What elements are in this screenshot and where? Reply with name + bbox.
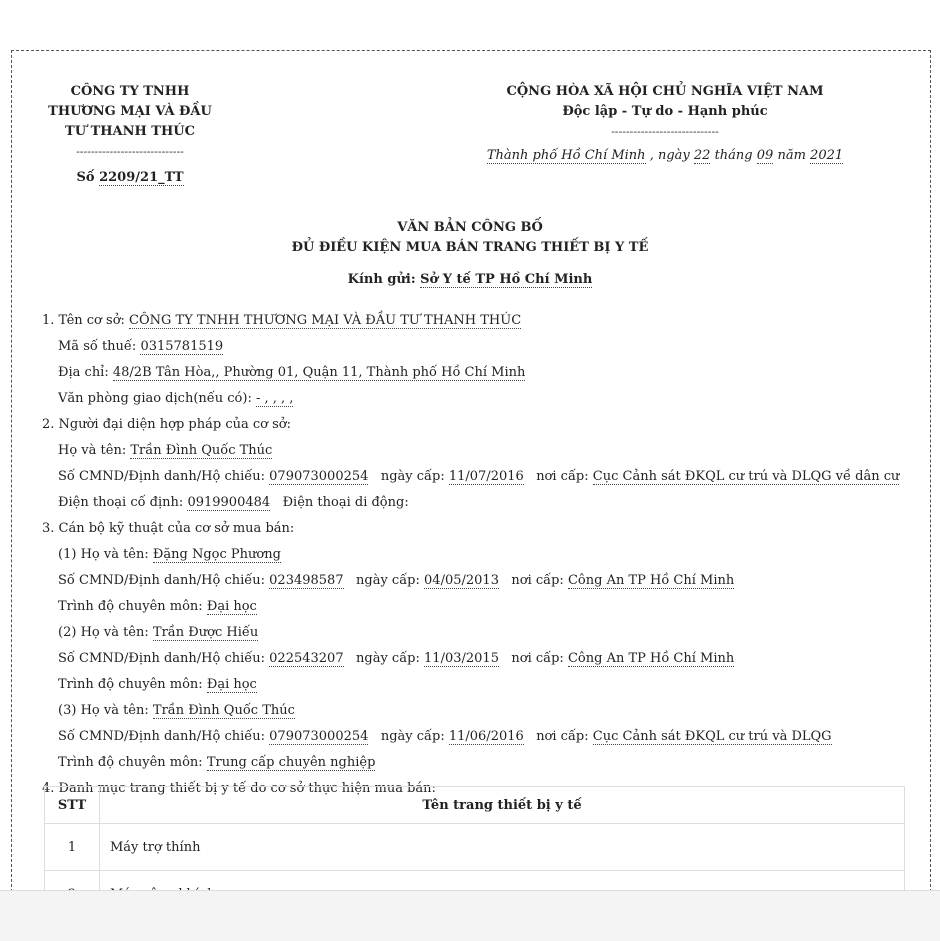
facility-name: CÔNG TY TNHH THƯƠNG MẠI VÀ ĐẦU TƯ THANH THÚC [129,313,522,328]
rep-id-date: 11/07/2016 [448,469,524,484]
rep-phone: 0919900484 [187,495,271,510]
staff-name: Đặng Ngọc Phương [152,547,281,562]
field-label: nơi cấp: [536,469,589,484]
field-label: Văn phòng giao dịch(nếu có): [58,391,252,406]
document-title [0,218,940,258]
field-label: Họ và tên: [58,443,127,458]
field-label: Điện thoại di động: [282,495,409,510]
staff-id-date: 11/03/2015 [424,651,499,666]
row-stt: 1 [45,824,100,871]
table-header-row [45,787,905,824]
table-row [45,824,905,871]
staff-id-place: Công An TP Hồ Chí Minh [567,651,735,666]
nation-title: CỘNG HÒA XÃ HỘI CHỦ NGHĨA VIỆT NAM [506,84,824,99]
column-header-stt: STT [45,787,100,824]
field-label: Họ và tên: [80,547,149,562]
staff-level-row [42,672,922,698]
section-label: 1. Tên cơ sở: [42,313,125,328]
year-label: năm [777,148,806,163]
doc-number-value: 2209/21_TT [99,170,184,185]
field-label: Trình độ chuyên môn: [58,755,203,770]
date-prefix: , ngày [649,148,690,163]
staff-level: Đại học [206,677,257,692]
office-value: - , , , , [255,391,294,406]
date-day: 22 [693,148,711,163]
nation-header [470,82,860,166]
date-place: Thành phố Hồ Chí Minh [486,148,646,163]
rep-id-row [42,464,922,490]
staff-id-row [42,568,922,594]
staff-id-date: 11/06/2016 [448,729,524,744]
field-label: Họ và tên: [80,703,149,718]
staff-level: Trung cấp chuyên nghiệp [206,755,376,770]
staff-id-row [42,646,922,672]
date-month: 09 [756,148,774,163]
company-header [30,82,230,188]
field-label: Họ và tên: [80,625,149,640]
month-label: tháng [714,148,753,163]
field-label: ngày cấp: [356,573,420,588]
column-header-name: Tên trang thiết bị y tế [100,787,905,824]
row-equipment-name: Máy trợ thính [100,824,905,871]
company-line: CÔNG TY TNHH [70,84,190,99]
field-label: nơi cấp: [536,729,589,744]
doc-number-label: Số [76,170,95,185]
date-line [470,146,860,166]
field-label: ngày cấp: [380,729,445,744]
rep-phone-row [42,490,922,516]
staff-level-row [42,750,922,776]
staff-index: (2) [58,625,77,640]
staff-index: (3) [58,703,77,718]
page-bottom-fade [0,890,940,941]
field-label: Trình độ chuyên môn: [58,599,203,614]
staff-name: Trần Được Hiếu [152,625,259,640]
date-year: 2021 [810,148,844,163]
field-label: Trình độ chuyên môn: [58,677,203,692]
staff-id-row [42,724,922,750]
staff-name: Trần Đình Quốc Thúc [152,703,295,718]
office-row [42,386,922,412]
staff-level: Đại học [206,599,257,614]
staff-id-date: 04/05/2013 [424,573,499,588]
staff-name-row [42,620,922,646]
field-label: Số CMND/Định danh/Hộ chiếu: [58,729,266,744]
tax-value: 0315781519 [140,339,224,354]
tax-row [42,334,922,360]
staff-name-row [42,698,922,724]
section1-heading [42,308,922,334]
section2-heading: 2. Người đại diện hợp pháp của cơ sở: [42,417,291,432]
rep-name-row [42,438,922,464]
address-row [42,360,922,386]
section4-heading: 4. Danh mục trang thiết bị y tế do cơ sở thực hiện mua bán: [42,781,436,796]
address-value: 48/2B Tân Hòa,, Phường 01, Quận 11, Thành phố Hồ Chí Minh [112,365,526,380]
company-line: TƯ THANH THÚC [65,124,195,139]
staff-id: 079073000254 [269,729,369,744]
field-label: nơi cấp: [511,651,564,666]
field-label: Số CMND/Định danh/Hộ chiếu: [58,573,266,588]
rep-id-place: Cục Cảnh sát ĐKQL cư trú và DLQG về dân cư [592,469,900,484]
field-label: Địa chỉ: [58,365,109,380]
field-label: Điện thoại cố định: [58,495,184,510]
document-number [30,168,230,188]
staff-id: 022543207 [269,651,344,666]
title-line2: ĐỦ ĐIỀU KIỆN MUA BÁN TRANG THIẾT BỊ Y TẾ [291,240,649,255]
motto: Độc lập - Tự do - Hạnh phúc [562,104,768,119]
recipient-line [0,270,940,290]
field-label: ngày cấp: [356,651,420,666]
section3-heading: 3. Cán bộ kỹ thuật của cơ sở mua bán: [42,521,295,536]
staff-level-row [42,594,922,620]
field-label: Số CMND/Định danh/Hộ chiếu: [58,469,266,484]
field-label: ngày cấp: [380,469,445,484]
rep-name: Trần Đình Quốc Thúc [130,443,273,458]
staff-id-place: Cục Cảnh sát ĐKQL cư trú và DLQG [592,729,832,744]
staff-index: (1) [58,547,77,562]
recipient-label: Kính gửi: [347,272,416,287]
company-line: THƯƠNG MẠI VÀ ĐẦU [48,104,212,119]
field-label: Mã số thuế: [58,339,137,354]
staff-id-place: Công An TP Hồ Chí Minh [567,573,735,588]
motto-separator: ----------------------------- [611,125,719,138]
document-body [42,308,922,802]
field-label: nơi cấp: [511,573,564,588]
staff-id: 023498587 [269,573,344,588]
title-line1: VĂN BẢN CÔNG BỐ [397,220,543,235]
recipient-value: Sở Y tế TP Hồ Chí Minh [420,272,593,287]
staff-name-row [42,542,922,568]
field-label: Số CMND/Định danh/Hộ chiếu: [58,651,266,666]
header-separator: ----------------------------- [76,145,184,158]
rep-id: 079073000254 [269,469,369,484]
